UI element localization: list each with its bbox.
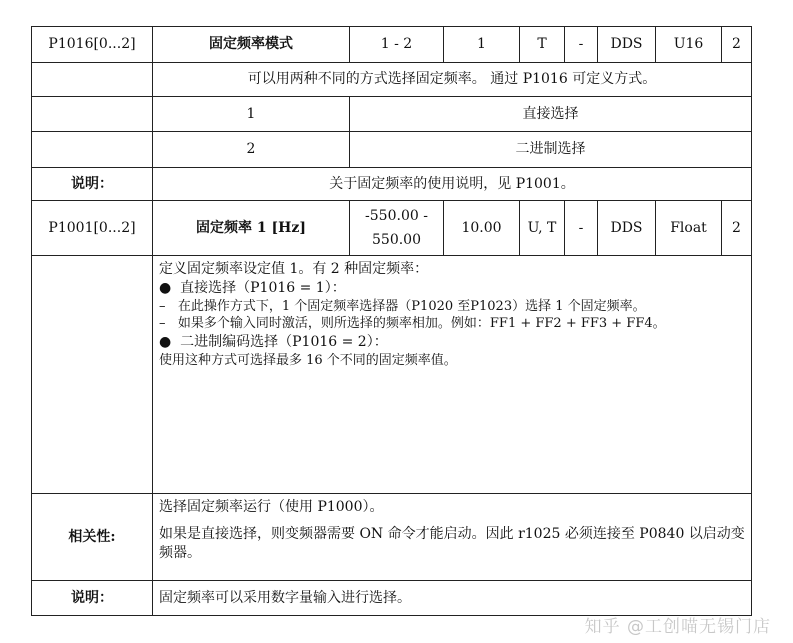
p1016-header-row — [32, 27, 752, 63]
p1016-datatype: U16 — [656, 27, 722, 63]
option-value: 2 — [153, 132, 350, 168]
empty-cell — [32, 256, 153, 494]
related-label: 相关性: — [32, 494, 153, 581]
bullet-item — [159, 279, 747, 298]
option-row — [32, 132, 752, 168]
p1016-unit: - — [565, 27, 598, 63]
bullet-icon: ● — [159, 279, 172, 296]
dash-item — [159, 298, 747, 316]
dash-item — [159, 315, 747, 333]
related-text — [153, 494, 752, 581]
related-row — [32, 494, 752, 581]
option-label: 二进制选择 — [350, 132, 752, 168]
p1016-desc-row — [32, 63, 752, 97]
p1001-range-min: -550.00 - — [365, 207, 428, 224]
p1001-default: 10.00 — [444, 201, 520, 256]
p1016-group: DDS — [598, 27, 656, 63]
p1016-access: T — [520, 27, 565, 63]
option-row — [32, 97, 752, 132]
dash-icon: – — [159, 316, 166, 332]
p1016-default: 1 — [444, 27, 520, 63]
p1016-param-id: P1016[0...2] — [32, 27, 153, 63]
parameter-table — [31, 26, 752, 616]
p1001-name: 固定频率 1 [Hz] — [153, 201, 350, 256]
empty-cell — [32, 132, 153, 168]
p1001-access: U, T — [520, 201, 565, 256]
p1016-level: 2 — [722, 27, 752, 63]
p1001-header-row — [32, 201, 752, 256]
p1001-description — [153, 256, 752, 494]
p1001-param-id: P1001[0...2] — [32, 201, 153, 256]
bullet-item — [159, 333, 747, 352]
bullet-icon: ● — [159, 333, 172, 350]
dash-icon: – — [159, 298, 166, 314]
dash-text: 如果多个输入同时激活，则所选择的频率相加。例如：FF1 + FF2 + FF3 + FF4。 — [177, 316, 666, 332]
p1001-unit: - — [565, 201, 598, 256]
related-line: 选择固定频率运行（使用 P1000）。 — [159, 499, 384, 515]
p1001-range-max: 550.00 — [372, 232, 421, 248]
note-row — [32, 581, 752, 616]
desc-tail: 使用这种方式可选择最多 16 个不同的固定频率值。 — [159, 352, 457, 368]
bullet-text: 直接选择（P1016 = 1）： — [180, 279, 346, 296]
empty-cell — [32, 97, 153, 132]
p1001-level: 2 — [722, 201, 752, 256]
empty-cell — [32, 63, 153, 97]
option-label: 直接选择 — [350, 97, 752, 132]
dash-text: 在此操作方式下，1 个固定频率选择器（P1020 至P1023）选择 1 个固定频率。 — [177, 298, 646, 314]
watermark: 知乎 @工创喵无锡门店 — [584, 617, 771, 637]
related-line: 如果是直接选择，则变频器需要 ON 命令才能启动。因此 r1025 必须连接至 P0840 以启动变频器。 — [159, 525, 745, 561]
p1016-name: 固定频率模式 — [153, 27, 350, 63]
p1016-description: 可以用两种不同的方式选择固定频率。 通过 P1016 可定义方式。 — [153, 63, 752, 97]
note-text: 关于固定频率的使用说明，见 P1001。 — [153, 168, 752, 201]
note-row — [32, 168, 752, 201]
desc-intro: 定义固定频率设定值 1。有 2 种固定频率： — [159, 261, 429, 277]
bullet-text: 二进制编码选择（P1016 = 2）： — [180, 333, 388, 350]
p1016-range: 1 - 2 — [350, 27, 444, 63]
p1001-range — [350, 201, 444, 256]
p1001-group: DDS — [598, 201, 656, 256]
note-text: 固定频率可以采用数字量输入进行选择。 — [153, 581, 752, 616]
note-label: 说明： — [32, 581, 153, 616]
option-value: 1 — [153, 97, 350, 132]
p1001-datatype: Float — [656, 201, 722, 256]
note-label: 说明： — [32, 168, 153, 201]
p1001-desc-row — [32, 256, 752, 494]
